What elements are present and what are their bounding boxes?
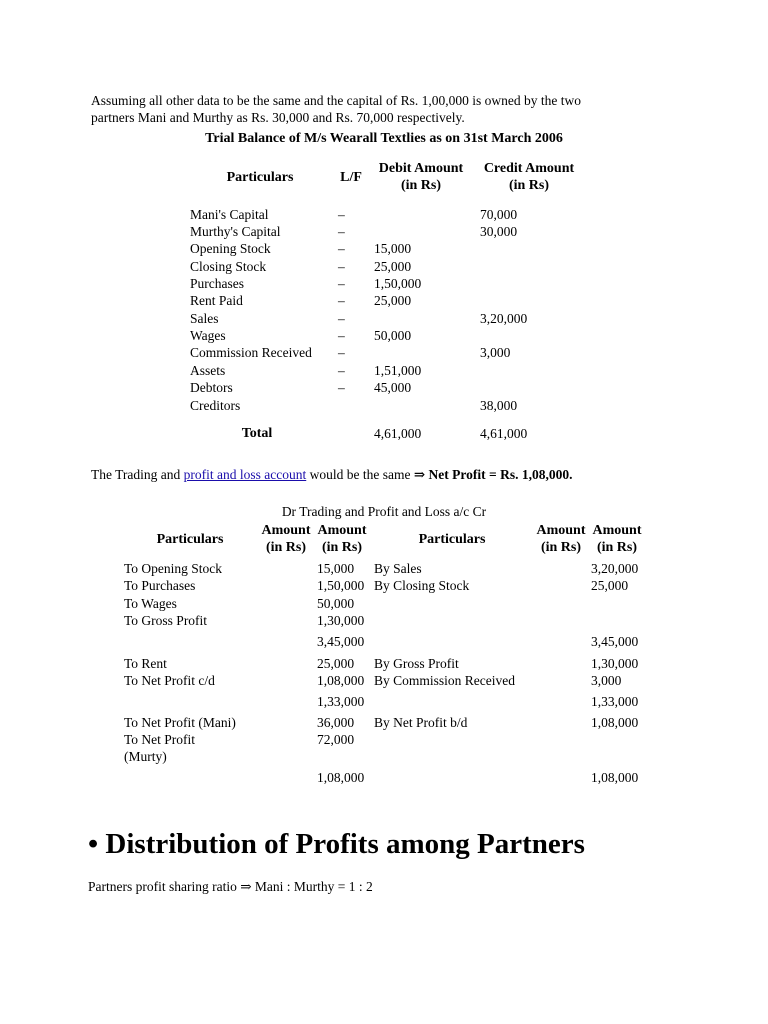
tb-total-debit: 4,61,000	[374, 426, 422, 441]
tb-header-credit-line2: (in Rs)	[508, 178, 550, 193]
tb-cell-lf: –	[338, 380, 345, 395]
tb-cell-particulars: Debtors	[190, 380, 233, 395]
tb-cell-debit: 1,50,000	[374, 276, 422, 291]
tb-header-debit-line1: Debit Amount	[378, 161, 464, 176]
tb-cell-lf: –	[338, 363, 345, 378]
pl-header-amount-2-label: Amount	[317, 523, 367, 538]
tb-cell-credit: 38,000	[480, 398, 518, 413]
pl-cell-left-particulars: To Net Profit (Mani)	[124, 715, 236, 730]
tb-cell-lf: –	[338, 345, 345, 360]
pl-header-amount-3-unit: (in Rs)	[540, 540, 582, 555]
tb-cell-particulars: Purchases	[190, 276, 244, 291]
pl-cell-left-particulars: To Wages	[124, 596, 177, 611]
tb-header-credit	[474, 160, 584, 194]
pl-header-amount-2	[314, 522, 370, 556]
section-heading: • Distribution of Profits among Partners	[88, 828, 585, 860]
tb-cell-debit: 25,000	[374, 259, 412, 274]
tb-cell-debit: 1,51,000	[374, 363, 422, 378]
pl-header-amount-4	[588, 522, 646, 556]
pl-cell-left-amount: 15,000	[317, 561, 355, 576]
pl-cell-right-particulars: By Sales	[374, 561, 422, 576]
tb-cell-particulars: Opening Stock	[190, 241, 271, 256]
pl-header-amount-1-label: Amount	[261, 523, 311, 538]
tb-cell-lf: –	[338, 328, 345, 343]
pl-cell-right-amount: 3,45,000	[591, 634, 639, 649]
pl-cell-right-amount: 1,30,000	[591, 656, 639, 671]
tb-cell-lf: –	[338, 293, 345, 308]
pl-header-amount-2-unit: (in Rs)	[321, 540, 363, 555]
pl-cell-left-particulars: (Murty)	[124, 749, 167, 764]
tb-cell-lf: –	[338, 276, 345, 291]
pl-cell-right-particulars: By Net Profit b/d	[374, 715, 468, 730]
pl-cell-right-amount: 25,000	[591, 578, 629, 593]
pl-header-amount-3-label: Amount	[536, 523, 586, 538]
tb-cell-credit: 3,20,000	[480, 311, 528, 326]
tb-cell-particulars: Creditors	[190, 398, 241, 413]
tb-cell-lf: –	[338, 259, 345, 274]
tb-total-credit: 4,61,000	[480, 426, 528, 441]
trading-sentence-before: The Trading and	[91, 467, 184, 482]
pl-cell-left-particulars: To Opening Stock	[124, 561, 223, 576]
tb-cell-lf: –	[338, 207, 345, 222]
pl-cell-right-amount: 1,08,000	[591, 770, 639, 785]
tb-cell-lf: –	[338, 224, 345, 239]
intro-line-2: partners Mani and Murthy as Rs. 30,000 and Rs. 70,000 respectively.	[91, 110, 465, 125]
tb-cell-debit: 45,000	[374, 380, 412, 395]
intro-paragraph	[91, 92, 581, 126]
tb-cell-particulars: Commission Received	[190, 345, 312, 360]
tb-cell-particulars: Wages	[190, 328, 226, 343]
pl-cell-right-amount: 1,33,000	[591, 694, 639, 709]
trial-balance-title: Trial Balance of M/s Wearall Textlies as on 31st March 2006	[205, 131, 563, 146]
profit-loss-account-link[interactable]: profit and loss account	[183, 467, 307, 482]
tb-cell-lf: –	[338, 311, 345, 326]
tb-cell-debit: 25,000	[374, 293, 412, 308]
pl-header-particulars-right: Particulars	[418, 532, 486, 547]
pl-cell-left-amount: 1,30,000	[317, 613, 365, 628]
pl-cell-right-amount: 1,08,000	[591, 715, 639, 730]
pl-cell-left-particulars: To Rent	[124, 656, 167, 671]
pl-header-amount-1	[258, 522, 314, 556]
tb-cell-particulars: Assets	[190, 363, 226, 378]
pl-cell-left-particulars: To Gross Profit	[124, 613, 208, 628]
pl-cell-left-particulars: To Net Profit	[124, 732, 196, 747]
tb-header-particulars: Particulars	[226, 170, 294, 185]
pl-cell-left-amount: 72,000	[317, 732, 355, 747]
tb-header-credit-line1: Credit Amount	[483, 161, 575, 176]
pl-cell-left-amount: 1,33,000	[317, 694, 365, 709]
tb-cell-particulars: Sales	[190, 311, 219, 326]
pl-cell-left-amount: 50,000	[317, 596, 355, 611]
tb-cell-particulars: Mani's Capital	[190, 207, 269, 222]
pl-header-particulars-left: Particulars	[156, 532, 224, 547]
net-profit-statement: Net Profit = Rs. 1,08,000.	[425, 467, 573, 482]
tb-cell-credit: 3,000	[480, 345, 511, 360]
pl-cell-left-particulars: To Net Profit c/d	[124, 673, 215, 688]
pl-header-amount-4-unit: (in Rs)	[596, 540, 638, 555]
pl-cell-left-amount: 1,08,000	[317, 770, 365, 785]
tb-header-debit	[368, 160, 474, 194]
tb-total-label: Total	[241, 426, 273, 441]
pl-cell-right-particulars: By Commission Received	[374, 673, 515, 688]
pl-cell-right-amount: 3,000	[591, 673, 622, 688]
tb-cell-debit: 15,000	[374, 241, 412, 256]
pl-cell-right-amount: 3,20,000	[591, 561, 639, 576]
pl-account-title: Dr Trading and Profit and Loss a/c Cr	[281, 504, 487, 519]
tb-header-lf: L/F	[340, 170, 362, 185]
pl-cell-left-amount: 36,000	[317, 715, 355, 730]
tb-cell-particulars: Murthy's Capital	[190, 224, 281, 239]
tb-cell-lf: –	[338, 241, 345, 256]
tb-cell-particulars: Rent Paid	[190, 293, 243, 308]
tb-header-debit-line2: (in Rs)	[400, 178, 442, 193]
tb-cell-credit: 70,000	[480, 207, 518, 222]
pl-cell-left-amount: 25,000	[317, 656, 355, 671]
trading-sentence	[91, 466, 572, 483]
tb-cell-particulars: Closing Stock	[190, 259, 267, 274]
pl-cell-right-particulars: By Closing Stock	[374, 578, 470, 593]
intro-line-1: Assuming all other data to be the same and the capital of Rs. 1,00,000 is owned by the two	[91, 93, 582, 108]
pl-header-amount-1-unit: (in Rs)	[265, 540, 307, 555]
pl-cell-left-amount: 1,08,000	[317, 673, 365, 688]
pl-cell-left-amount: 3,45,000	[317, 634, 365, 649]
pl-cell-right-particulars: By Gross Profit	[374, 656, 459, 671]
tb-cell-credit: 30,000	[480, 224, 518, 239]
tb-cell-debit: 50,000	[374, 328, 412, 343]
pl-cell-left-amount: 1,50,000	[317, 578, 365, 593]
pl-cell-left-particulars: To Purchases	[124, 578, 196, 593]
trading-sentence-after: would be the same	[306, 467, 414, 482]
arrow-symbol: ⇒	[413, 467, 426, 482]
pl-header-amount-4-label: Amount	[592, 523, 642, 538]
pl-header-amount-3	[532, 522, 590, 556]
profit-sharing-ratio: Partners profit sharing ratio ⇒ Mani : Murthy = 1 : 2	[88, 879, 373, 894]
